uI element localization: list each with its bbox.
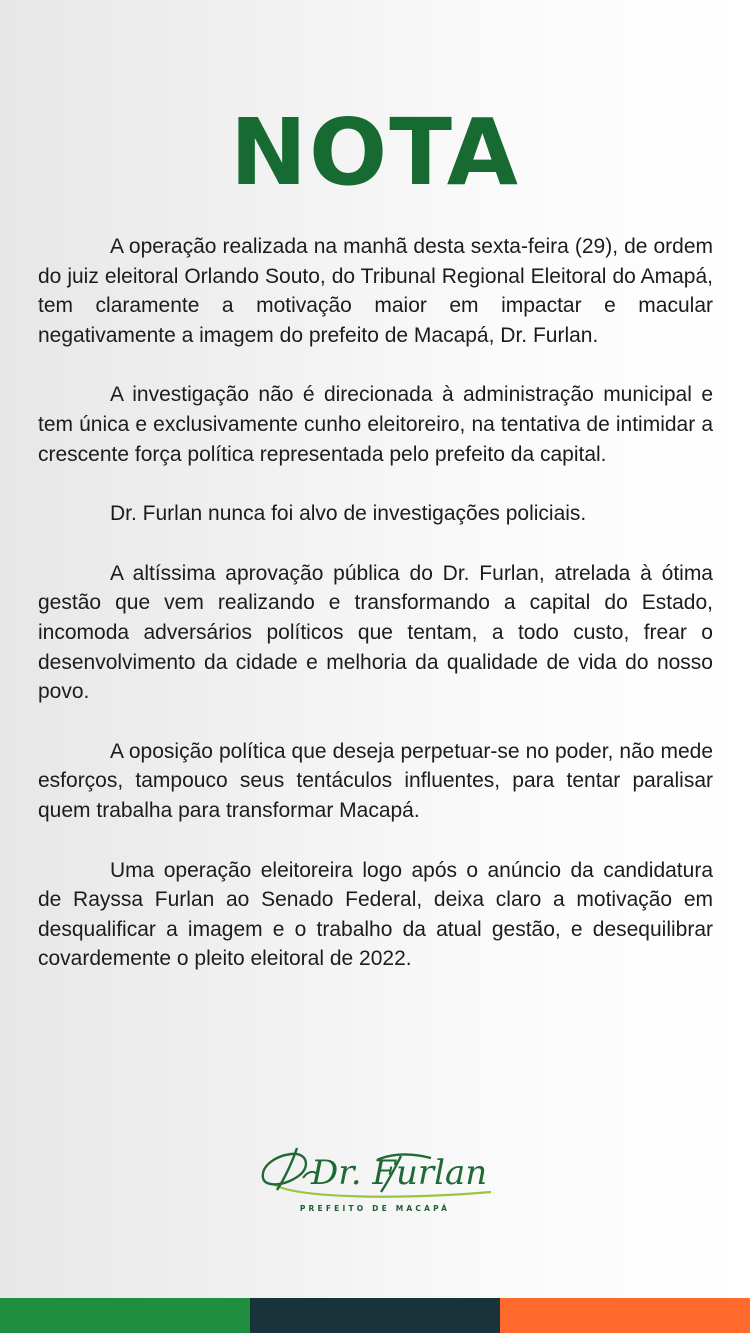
- dr-furlan-logo: [255, 1140, 495, 1220]
- logo-subtitle: PREFEITO DE MACAPÁ: [299, 1204, 451, 1213]
- signature-text: Dr. Furlan: [311, 1153, 488, 1193]
- footer-bar-green: [0, 1298, 250, 1333]
- footer-bar-orange: [500, 1298, 750, 1333]
- paragraph: A altíssima aprovação pública do Dr. Furlan, atrelada à ótima gestão que vem realizando e transformando a capital do Estado, incomoda adversários políticos que tentam, a todo custo, frear o desenvolvimento da cidade e melhoria da qualidade de vida do nosso povo.: [38, 561, 713, 704]
- paragraph: Uma operação eleitoreira logo após o anúncio da candidatura de Rayssa Furlan ao Senado Federal, deixa claro a motivação em desqualificar a imagem e o trabalho da atual gestão, e desequilibrar covardemente o pleito eleitoral de 2022.: [38, 858, 713, 971]
- paragraph: A operação realizada na manhã desta sexta-feira (29), de ordem do juiz eleitoral Orlando Souto, do Tribunal Regional Eleitoral do Amapá, tem claramente a motivação maior em impactar e macular negativamente a imagem do prefeito de Macapá, Dr. Furlan.: [38, 235, 713, 347]
- paragraph: A investigação não é direcionada à administração municipal e tem única e exclusivamente cunho eleitoreiro, na tentativa de intimidar a crescente força política representada pelo prefeito da capital.: [38, 383, 713, 466]
- paragraph: A oposição política que deseja perpetuar-se no poder, não mede esforços, tampouco seus tentáculos influentes, para tentar paralisar quem trabalha para transformar Macapá.: [38, 739, 713, 822]
- note-body: [38, 232, 713, 1004]
- footer-bar-dark: [250, 1298, 500, 1333]
- signature-graphic: [255, 1140, 495, 1206]
- footer-color-bars: [0, 1298, 750, 1333]
- paragraph: Dr. Furlan nunca foi alvo de investigações policiais.: [110, 502, 587, 526]
- page-title: NOTA: [229, 99, 521, 206]
